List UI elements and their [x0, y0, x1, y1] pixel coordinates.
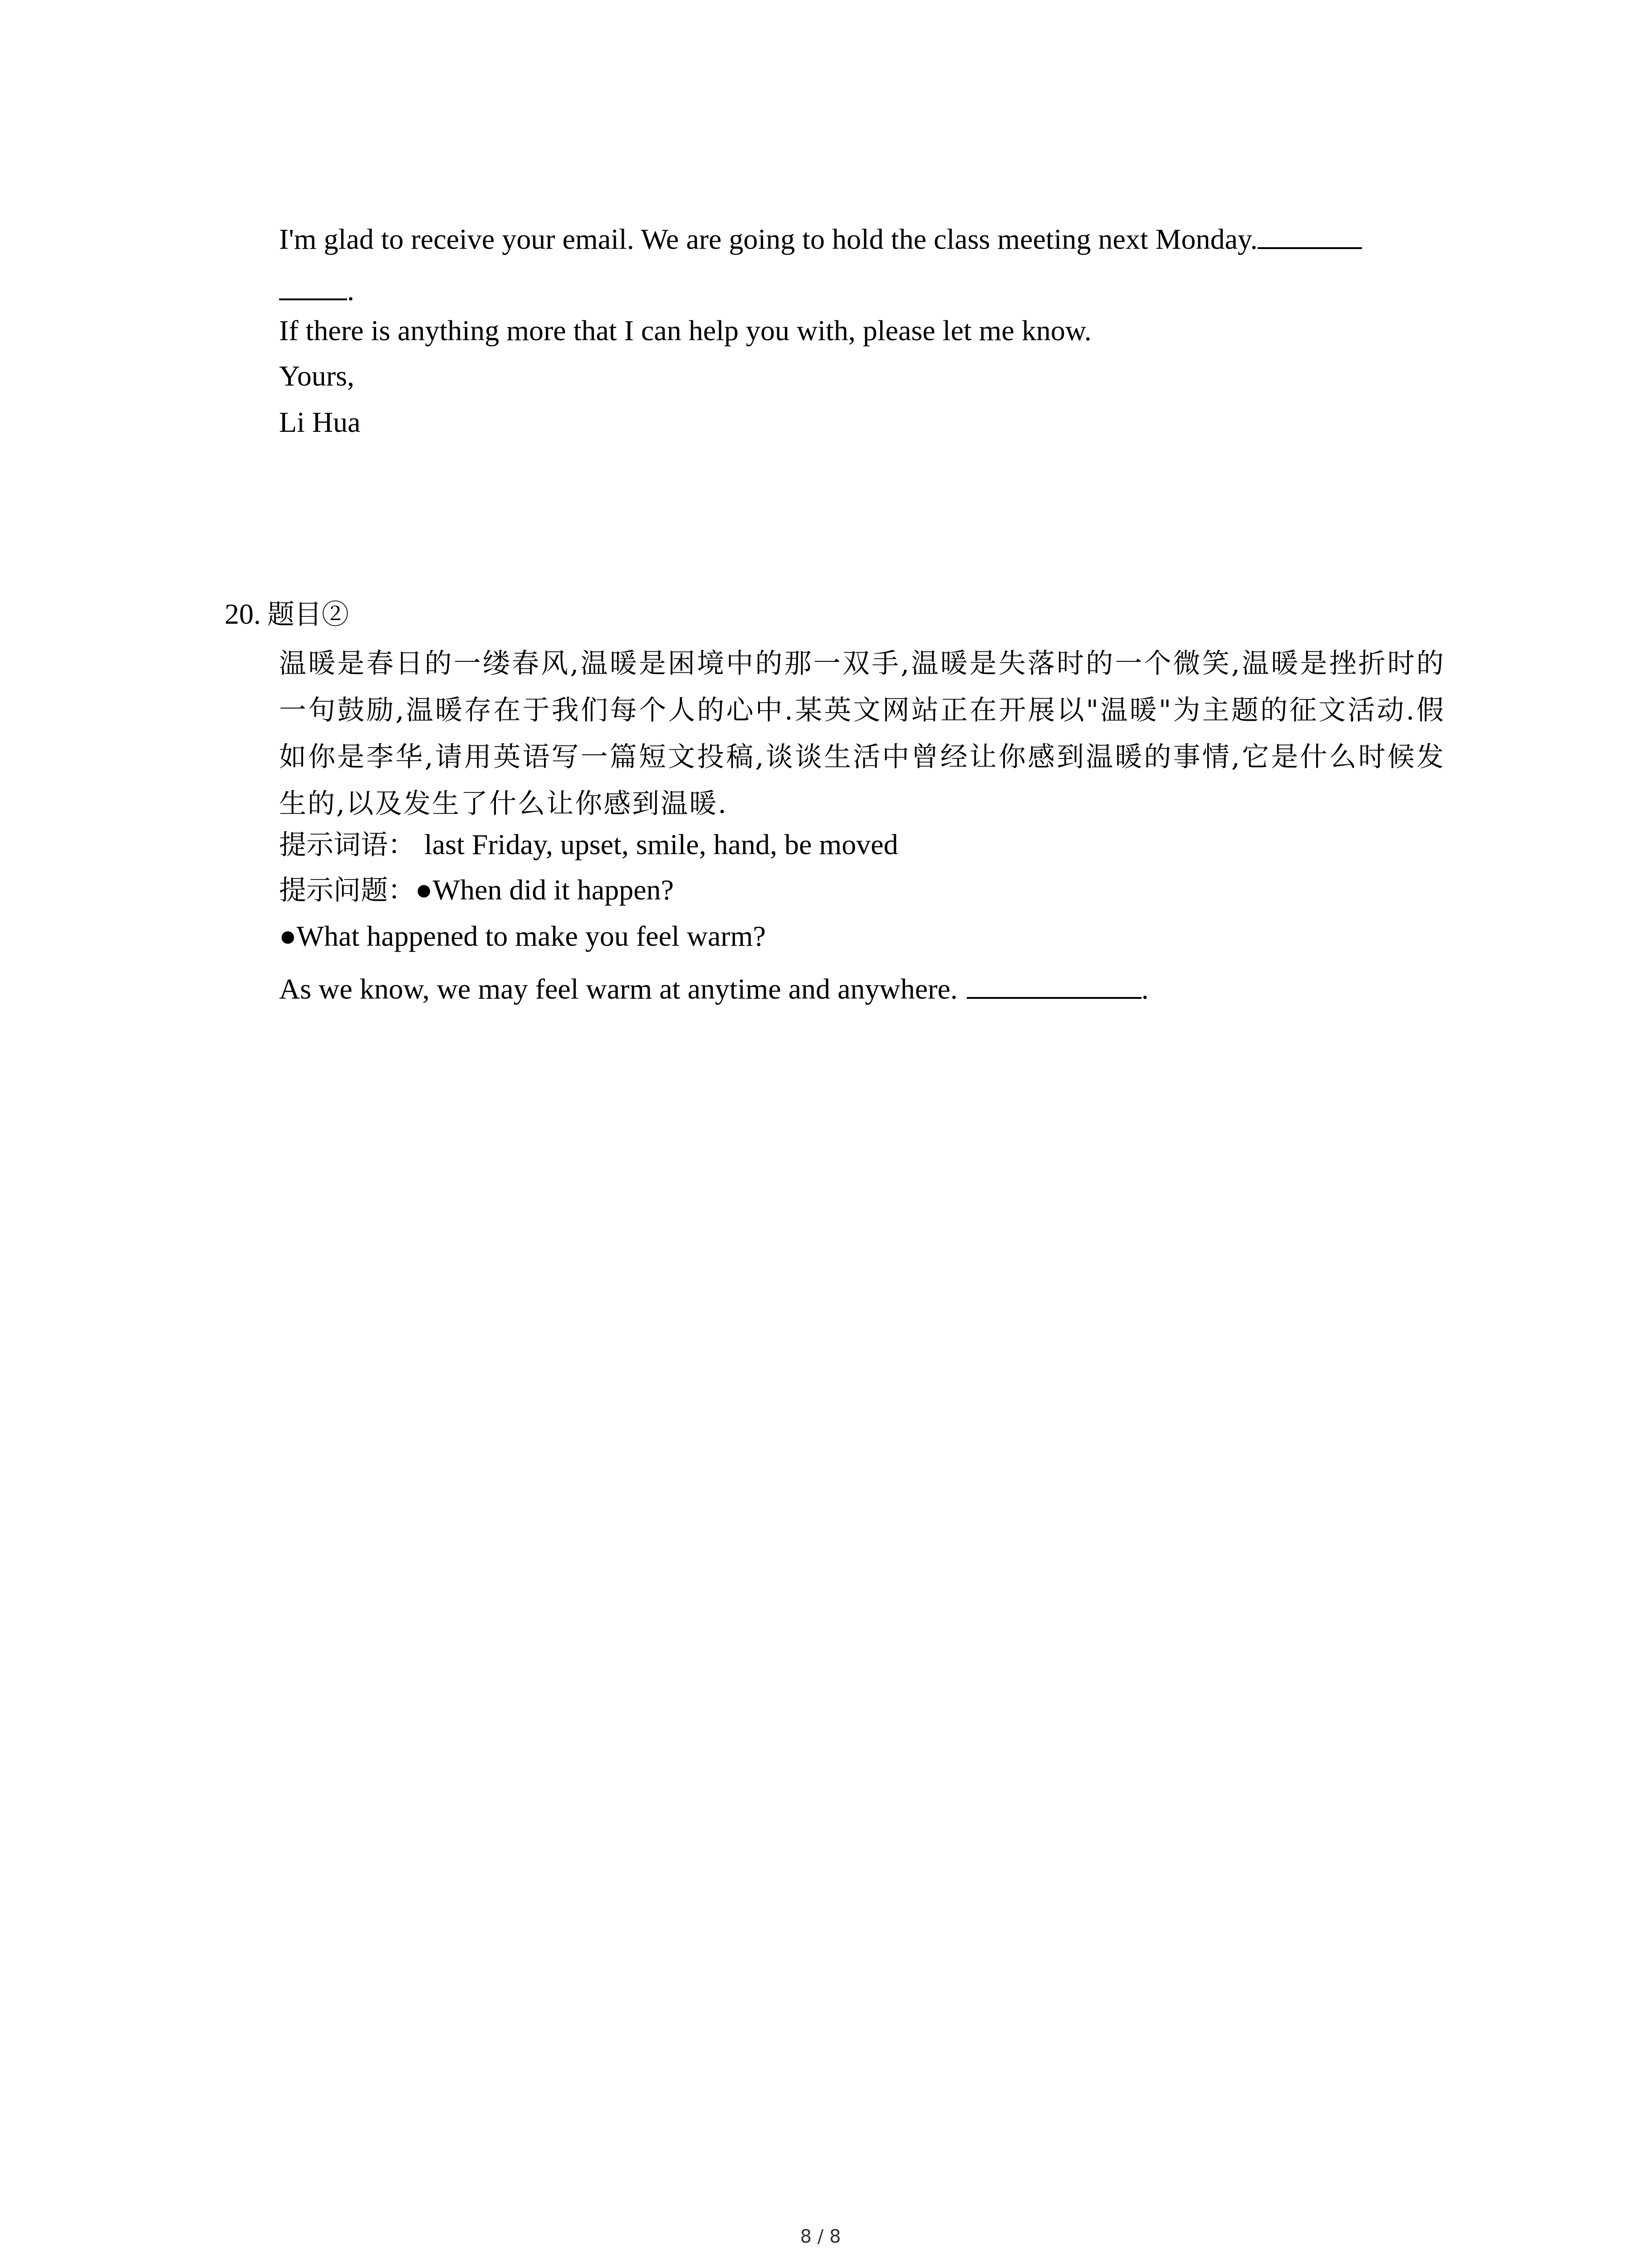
letter-line-2-end: . [347, 274, 354, 307]
hint-words-label: 提示词语： [279, 829, 415, 861]
letter-line-3: If there is anything more that I can help you with, please let me know. [279, 314, 1092, 347]
question-20-header [225, 600, 349, 629]
answer-blank-1a[interactable] [1258, 221, 1362, 249]
hint-question-1: ●When did it happen? [415, 874, 674, 906]
hint-question-2: ●What happened to make you feel warm? [279, 920, 766, 952]
answer-blank-1b[interactable] [279, 272, 347, 300]
essay-opening-end: . [1141, 973, 1149, 1005]
answer-blank-2[interactable] [967, 971, 1141, 999]
letter-line-2 [279, 272, 354, 305]
hint-words: last Friday, upset, smile, hand, be moved [424, 828, 898, 860]
question-prompt: 温暖是春日的一缕春风,温暖是困境中的那一双手,温暖是失落时的一个微笑,温暖是挫折时的一句鼓励,温暖存在于我们每个人的心中.某英文网站正在开展以"温暖"为主题的征文活动.假如你是李华,请用英语写一篇短文投稿,谈谈生活中曾经让你感到温暖的事情,它是什么时候发生的,以及发生了什么让你感到温暖. [279, 648, 1445, 820]
letter-signature: Li Hua [279, 406, 361, 438]
letter-line-1-text: I'm glad to receive your email. We are going to hold the class meeting next Monday. [279, 223, 1258, 255]
essay-opening: As we know, we may feel warm at anytime and anywhere. [279, 973, 958, 1005]
letter-line-1 [279, 221, 1362, 254]
question-title: 题目② [267, 599, 349, 631]
essay-opening-line [279, 971, 1149, 1004]
letter-closing: Yours, [279, 360, 355, 392]
question-number: 20. [225, 598, 261, 630]
page-number: 8 / 8 [800, 2226, 841, 2247]
hint-questions-label: 提示问题： [279, 875, 415, 906]
hint-words-row [279, 830, 898, 859]
hint-questions-row [279, 875, 674, 904]
